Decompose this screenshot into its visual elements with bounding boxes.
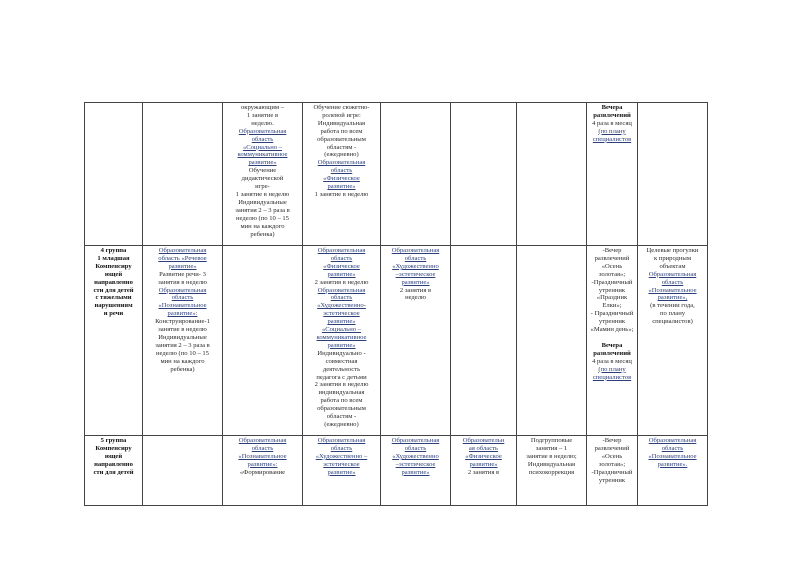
group-name-cell — [85, 103, 143, 246]
cell-text-line: областям - — [326, 413, 357, 421]
cell-text-line: «Познавательное — [648, 452, 697, 460]
cell-text-line: мин на каждого — [240, 222, 285, 230]
cell-text-line: психокоррекция — [528, 468, 575, 476]
cell-text-line: окружающим – — [240, 104, 285, 111]
cell-text-line: к природным — [653, 254, 692, 262]
cell-text-line: Образовательная — [238, 127, 287, 135]
cell-text-line: область — [661, 278, 684, 286]
cell-text-line: область — [404, 444, 427, 452]
cell-text-line: мин на каждого — [160, 357, 205, 365]
cell-text-line: область — [251, 444, 274, 452]
cell-text-line: «Физическое — [465, 452, 502, 460]
cell-text-line: утренник — [598, 476, 626, 484]
cell-text-line: 4 раза в месяц — [592, 119, 632, 127]
cell-text-line: областям - — [326, 143, 357, 151]
cell-text-line: развитие»: — [167, 310, 198, 318]
table-row — [85, 436, 708, 506]
cell-text-line: коммуникативное — [237, 151, 288, 159]
table-row — [85, 246, 708, 436]
cell-text-line: развитие». — [657, 460, 688, 468]
cell-text-line: «Познавательное — [648, 286, 697, 294]
cell-text-line: деятельность — [322, 365, 361, 373]
activity-cell — [451, 246, 517, 436]
cell-text-line: дидактической — [241, 175, 284, 183]
cell-text-line: объектам — [659, 262, 686, 270]
activity-cell — [638, 103, 708, 246]
activity-cell — [223, 246, 303, 436]
activity-cell — [587, 436, 638, 506]
group-name-line: 4 группа — [100, 247, 127, 254]
cell-text-line: развитие» — [168, 262, 197, 270]
cell-text-line: занятия 2 – 3 раза в — [155, 341, 210, 349]
group-name-cell — [85, 436, 143, 506]
activity-cell — [223, 436, 303, 506]
cell-text-line: (ежедневно) — [324, 420, 359, 428]
group-name-line: ющей — [104, 270, 123, 278]
cell-text-line: область — [171, 294, 194, 302]
cell-text-line: развлечений — [594, 254, 630, 262]
cell-text-line: занятие в неделю — [158, 326, 207, 334]
cell-text-line: занятие в неделю; — [526, 452, 577, 460]
cell-text-line: развлечений — [594, 444, 630, 452]
cell-text-line: (в течении года, — [650, 302, 695, 310]
cell-text-line: занятия – 1 — [535, 444, 568, 452]
cell-text-line: коммуникативное — [316, 333, 367, 341]
activity-cell — [381, 103, 451, 246]
cell-text-line: «Праздник — [596, 294, 628, 302]
cell-text-line: «Физическое — [323, 262, 360, 270]
cell-text-line: Индивидуальная — [317, 119, 366, 127]
cell-text-line: развитие» — [401, 468, 430, 476]
cell-text-line: Образовательная — [648, 270, 697, 278]
cell-text-line — [589, 334, 635, 342]
cell-text-line: 2 занятия в — [467, 468, 500, 476]
cell-text-line: развитие», — [657, 294, 688, 302]
cell-text-line: «Познавательное — [158, 302, 207, 310]
cell-text-line: Образовательная — [391, 437, 440, 444]
activity-cell — [143, 103, 223, 246]
cell-text-line: (ежедневно) — [324, 151, 359, 159]
cell-text-line: область — [330, 167, 353, 175]
cell-text-line: игре- — [255, 183, 270, 191]
cell-text-line: развлечений — [593, 349, 631, 357]
group-name-line: Компенсиру — [95, 444, 132, 452]
cell-text-line: Развитие речи- 3 — [159, 270, 206, 278]
cell-text-line: «Социально – — [321, 326, 362, 334]
activity-cell — [303, 103, 381, 246]
table-row — [85, 103, 708, 246]
cell-text-line: Образовательная — [317, 247, 366, 254]
cell-text-line: Подгрупповые — [530, 437, 573, 444]
activity-cell — [303, 246, 381, 436]
cell-text-line: ролевой игре: — [322, 111, 361, 119]
cell-text-line: область — [330, 294, 353, 302]
cell-text-line: утренник — [598, 318, 626, 326]
cell-text-line: педагога с детьми — [316, 373, 367, 381]
cell-text-line: Обучение — [248, 167, 277, 175]
group-name-line: ющей — [104, 452, 123, 460]
group-name-line: сти для детей — [93, 286, 134, 294]
cell-text-line: развитие»: — [247, 460, 278, 468]
cell-text-line: область — [330, 254, 353, 262]
cell-text-line: специалистов) — [652, 318, 693, 326]
cell-text-line: совместная — [325, 357, 358, 365]
cell-text-line: Образовательная — [391, 247, 440, 254]
cell-text-line: «Художественно- — [317, 302, 366, 310]
cell-text-line: развитие» — [327, 468, 356, 476]
cell-text-line: работа по всем — [320, 127, 363, 135]
cell-text-line: Образовательная — [238, 437, 287, 444]
cell-text-line: развитие» — [401, 278, 430, 286]
cell-text-line: Образовательная — [648, 437, 697, 444]
cell-text-line: «Художественно – — [315, 452, 368, 460]
activity-cell — [638, 436, 708, 506]
cell-text-line: -Праздничный — [591, 278, 633, 286]
cell-text-line: Обучение сюжетно- — [313, 104, 370, 111]
group-name-cell — [85, 246, 143, 436]
cell-text-line: Целевые прогулки — [646, 247, 699, 254]
cell-text-line: (по плану — [598, 365, 626, 373]
cell-text-line: «Социально – — [242, 143, 283, 151]
activity-cell — [143, 436, 223, 506]
cell-text-line: развитие» — [327, 270, 356, 278]
activity-cell — [143, 246, 223, 436]
cell-text-line: 2 занятия в неделю — [314, 381, 369, 389]
cell-text-line: Индивидуально - — [317, 349, 366, 357]
cell-text-line: работа по всем — [320, 397, 363, 405]
cell-text-line: Конструирование-1 — [155, 318, 210, 326]
cell-text-line: «Познавательное — [238, 452, 287, 460]
activity-cell — [587, 246, 638, 436]
activity-cell — [381, 436, 451, 506]
group-name-line: 1 младшая — [97, 254, 130, 262]
cell-text-line: Образовательн — [462, 437, 505, 444]
cell-text-line: 2 занятия в — [399, 286, 432, 294]
activity-cell — [517, 103, 587, 246]
cell-text-line: Образовательная — [158, 286, 207, 294]
cell-text-line: 1 занятие в неделю — [314, 190, 369, 198]
cell-text-line: Индивидуальные — [158, 333, 207, 341]
activity-cell — [517, 246, 587, 436]
cell-text-line: (по плану — [598, 127, 626, 135]
cell-text-line: область — [251, 135, 274, 143]
cell-text-line: -Праздничный — [591, 468, 633, 476]
cell-text-line: - Праздничный — [590, 310, 634, 318]
cell-text-line: –эстетическое — [395, 270, 436, 278]
cell-text-line: «Мамин день»; — [590, 326, 634, 334]
cell-text-line: развитие» — [327, 183, 356, 191]
group-name-line: с тяжелыми — [95, 294, 132, 302]
cell-text-line: область — [404, 254, 427, 262]
group-name-line: и речи — [103, 310, 124, 318]
cell-text-line: область — [661, 444, 684, 452]
schedule-table — [84, 102, 708, 506]
activity-cell — [223, 103, 303, 246]
cell-text-line: утренник — [598, 286, 626, 294]
cell-text-line: область — [330, 444, 353, 452]
cell-text-line: область «Речевое — [158, 254, 207, 262]
cell-text-line: развитие» — [327, 318, 356, 326]
cell-text-line: ая область — [468, 444, 499, 452]
cell-text-line: Образовательная — [317, 286, 366, 294]
cell-text-line: специалистов — [592, 373, 632, 381]
cell-text-line: развитие» — [327, 341, 356, 349]
cell-text-line: развитие» — [469, 460, 498, 468]
cell-text-line: «Формирование — [239, 468, 286, 476]
cell-text-line: 1 занятие в — [246, 111, 279, 119]
group-name-line: сти для детей — [93, 468, 134, 476]
group-name-line: нарушениям — [94, 302, 133, 310]
cell-text-line: ребенка) — [250, 230, 275, 238]
cell-text-line: 4 раза в месяц — [592, 357, 632, 365]
activity-cell — [303, 436, 381, 506]
cell-text-line: неделю (по 10 – 15 — [156, 349, 209, 357]
cell-text-line: Елки»; — [602, 302, 622, 310]
cell-text-line: 1 занятие в неделю — [235, 190, 290, 198]
cell-text-line: Индивидуальная — [527, 460, 576, 468]
cell-text-line: Индивидуальные — [238, 198, 287, 206]
cell-text-line: неделю (по 10 – 15 — [236, 214, 289, 222]
activity-cell — [451, 103, 517, 246]
cell-text-line: Вечера — [601, 104, 623, 111]
cell-text-line: образовательным — [317, 135, 366, 143]
cell-text-line: Образовательная — [317, 437, 366, 444]
group-name-line: направленно — [94, 460, 133, 468]
cell-text-line: «Осень золотая»; — [598, 452, 626, 468]
cell-text-line: «Осень золотая»; — [598, 262, 626, 278]
activity-cell — [451, 436, 517, 506]
cell-text-line: развлечений — [593, 111, 631, 119]
cell-text-line: по плану — [659, 310, 686, 318]
cell-text-line: ребенка) — [170, 365, 195, 373]
activity-cell — [587, 103, 638, 246]
cell-text-line: эстетическое — [323, 310, 360, 318]
cell-text-line: Вечера — [601, 341, 623, 349]
cell-text-line: «Художественно — [392, 262, 439, 270]
cell-text-line: -Вечер — [602, 247, 622, 254]
cell-text-line: Образовательная — [158, 247, 207, 254]
cell-text-line: занятия в неделю — [158, 278, 207, 286]
cell-text-line: –эстетическое — [395, 460, 436, 468]
cell-text-line: «Художественно — [392, 452, 439, 460]
cell-text-line: 2 занятия в неделю — [314, 278, 369, 286]
cell-text-line: специалистов — [592, 135, 632, 143]
cell-text-line: -Вечер — [602, 437, 622, 444]
group-name-line: Компенсиру — [95, 262, 132, 270]
cell-text-line: индивидуальная — [318, 389, 365, 397]
cell-text-line: «Физическое — [323, 175, 360, 183]
activity-cell — [638, 246, 708, 436]
cell-text-line: занятия 2 – 3 раза в — [235, 206, 290, 214]
activity-cell — [381, 246, 451, 436]
cell-text-line: образовательным — [317, 405, 366, 413]
cell-text-line: развитие» — [248, 159, 277, 167]
group-name-line: направленно — [94, 278, 133, 286]
group-name-line: 5 группа — [100, 437, 127, 444]
cell-text-line: неделю. — [251, 119, 274, 127]
cell-text-line: Образовательная — [317, 159, 366, 167]
cell-text-line: неделю — [405, 294, 426, 302]
cell-text-line: эстетическое — [323, 460, 360, 468]
activity-cell — [517, 436, 587, 506]
